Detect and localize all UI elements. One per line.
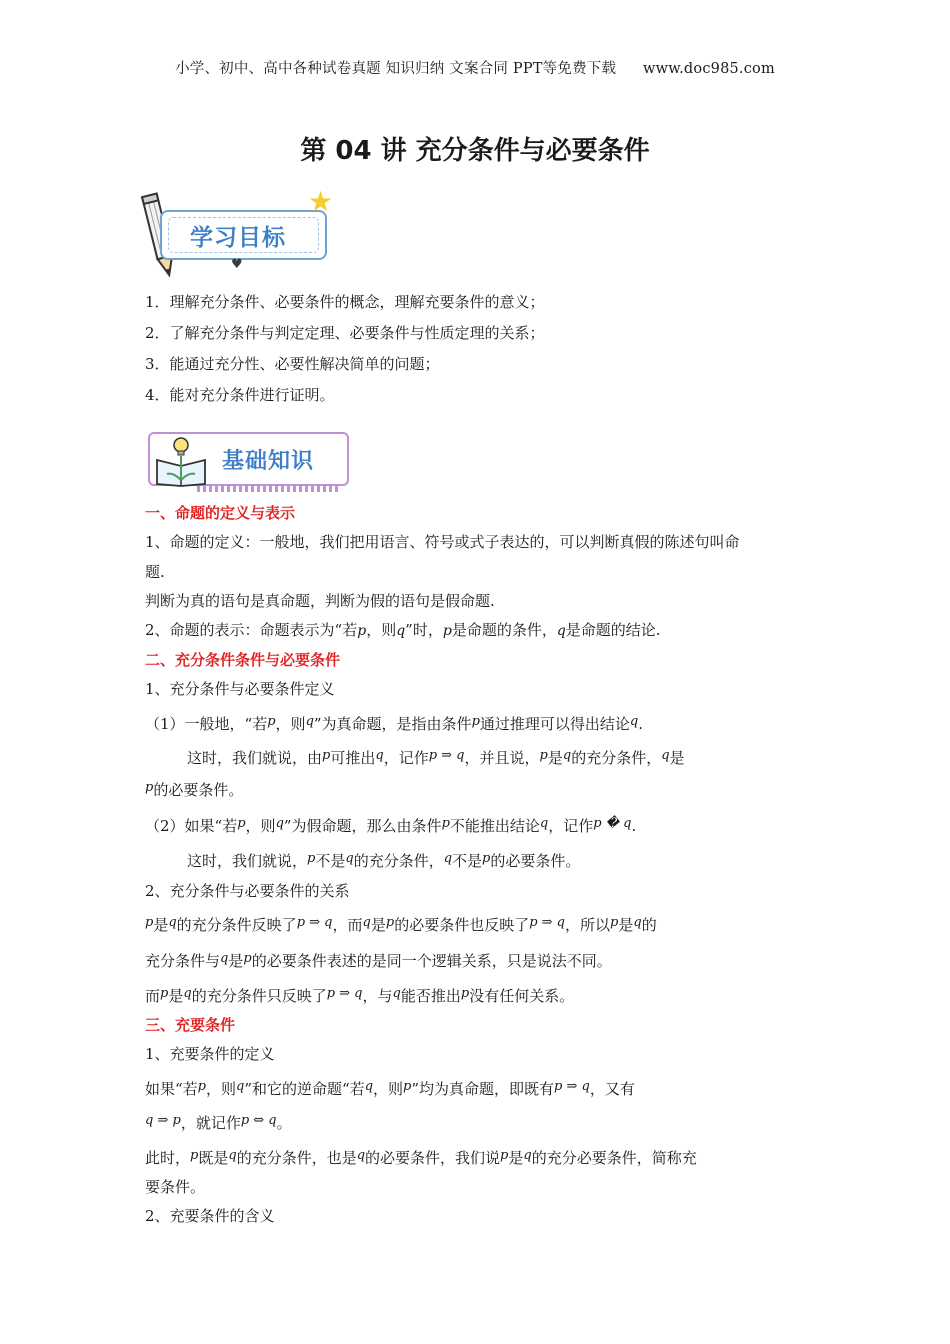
paragraph-line: 这时，我们就说，p不是q的充分条件，q不是p的必要条件。: [187, 851, 581, 870]
subheading: 1、充要条件的定义: [145, 1045, 275, 1063]
section-heading: 一、命题的定义与表示: [145, 504, 296, 522]
subheading: 2、充要条件的含义: [145, 1207, 275, 1225]
goal-item: 3．能通过充分性、必要性解决简单的问题；: [145, 355, 440, 373]
paragraph-line: p是q的充分条件反映了p ⇒ q，而q是p的必要条件也反映了p ⇒ q，所以p是q的: [145, 915, 657, 934]
paragraph-line: 题.: [145, 563, 165, 581]
paragraph-line: （2）如果“若p，则q”为假命题，那么由条件p不能推出结论q，记作p � q.: [145, 816, 637, 835]
learning-goals-label: 学习目标: [190, 225, 286, 251]
section-heading: 二、充分条件条件与必要条件: [145, 651, 341, 669]
basic-knowledge-label: 基础知识: [222, 449, 315, 474]
paragraph-line: 这时，我们就说，由p可推出q，记作p ⇒ q，并且说，p是q的充分条件，q是: [187, 748, 685, 767]
page-header: [0, 57, 950, 78]
paragraph-line: q ⇒ p，就记作p ⇔ q。: [145, 1113, 292, 1132]
paragraph-line: p的必要条件。: [145, 780, 244, 799]
paragraph-line: （1）一般地，“若p，则q”为真命题，是指由条件p通过推理可以得出结论q.: [145, 714, 644, 733]
paragraph-line: 而p是q的充分条件只反映了p ⇒ q，与q能否推出p没有任何关系。: [145, 986, 575, 1005]
book-lightbulb-icon: [153, 436, 209, 488]
header-site[interactable]: www.doc985.com: [642, 61, 775, 77]
subheading: 2、充分条件与必要条件的关系: [145, 882, 350, 900]
paragraph-line: 充分条件与q是p的必要条件表述的是同一个逻辑关系，只是说法不同。: [145, 951, 612, 970]
paragraph-line: 要条件。: [145, 1178, 206, 1196]
paragraph-line: 如果“若p，则q”和它的逆命题“若q，则p”均为真命题，即既有p ⇒ q，又有: [145, 1079, 635, 1098]
goal-item: 4．能对充分条件进行证明。: [145, 386, 335, 404]
goal-item: 1．理解充分条件、必要条件的概念，理解充要条件的意义；: [145, 293, 545, 311]
star-icon: ★: [308, 185, 334, 218]
paragraph-line: 此时，p既是q的充分条件，也是q的必要条件，我们说p是q的充分必要条件，简称充: [145, 1148, 697, 1167]
learning-goals-banner: [140, 185, 340, 280]
paragraph-line: 判断为真的语句是真命题，判断为假的语句是假命题.: [145, 592, 495, 610]
basic-knowledge-banner: [145, 428, 350, 494]
paragraph-line: 2、命题的表示：命题表示为“若p，则q”时，p是命题的条件，q是命题的结论.: [145, 621, 661, 639]
paragraph-line: 1、命题的定义：一般地，我们把用语言、符号或式子表达的，可以判断真假的陈述句叫命: [145, 533, 740, 551]
header-text: 小学、初中、高中各种试卷真题 知识归纳 文案合同 PPT等免费下载: [175, 61, 617, 77]
goal-item: 2．了解充分条件与判定定理、必要条件与性质定理的关系；: [145, 324, 545, 342]
heart-icon: ♥: [231, 257, 243, 272]
subheading: 1、充分条件与必要条件定义: [145, 680, 335, 698]
page-title: 第 04 讲 充分条件与必要条件: [300, 136, 650, 166]
decorative-stripes: [197, 486, 347, 492]
section-heading: 三、充要条件: [145, 1016, 236, 1034]
